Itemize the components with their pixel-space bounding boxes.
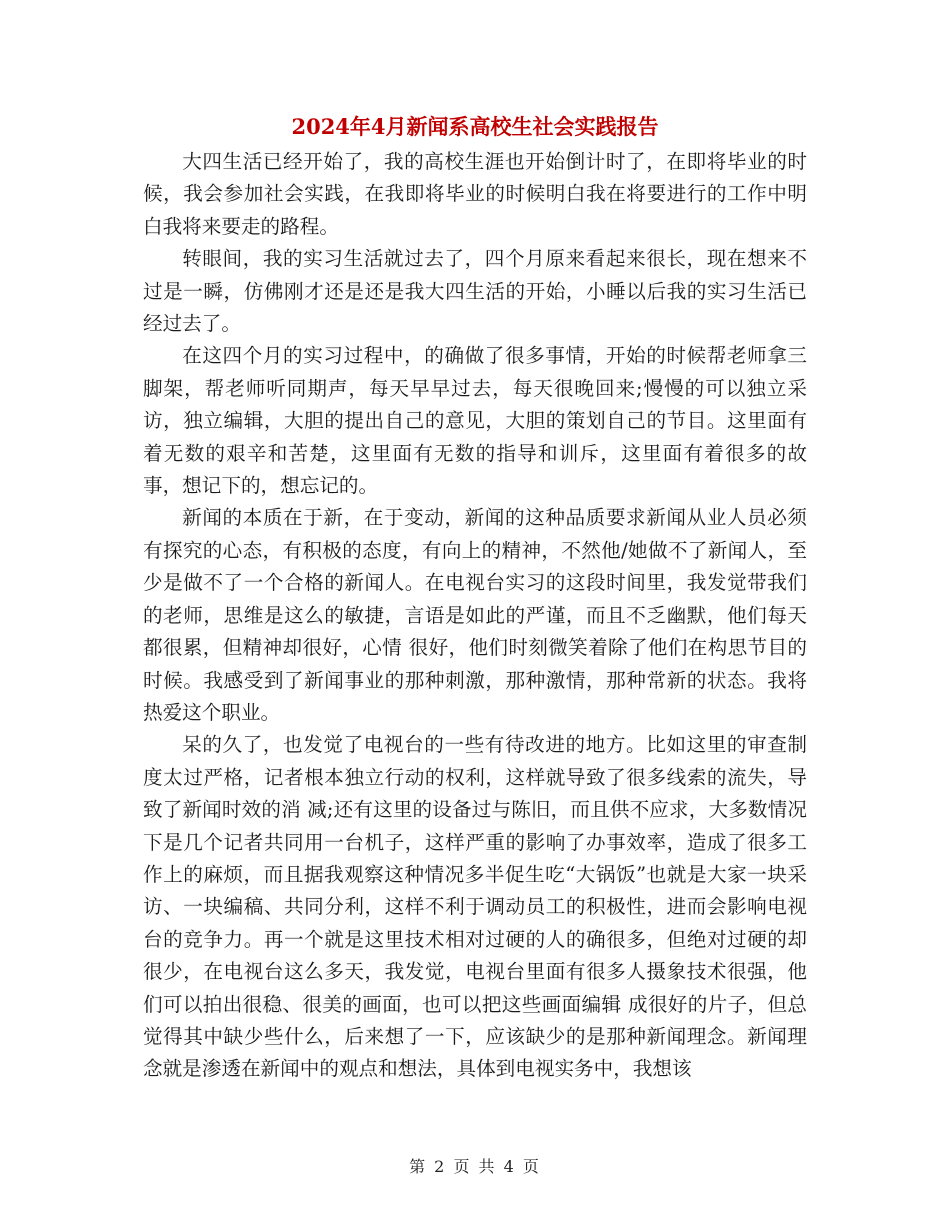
paragraph: 大四生活已经开始了，我的高校生涯也开始倒计时了，在即将毕业的时候，我会参加社会实践，在我即将毕业的时候明白我在将要进行的工作中明白我将来要走的路程。 bbox=[143, 150, 807, 238]
page-footer: 第 2 页 共 4 页 bbox=[409, 1157, 541, 1176]
paragraph: 呆的久了，也发觉了电视台的一些有待改进的地方。比如这里的审查制度太过严格，记者根本独立行动的权利，这样就导致了很多线索的流失，导致了新闻时效的消 减;还有这里的设备过与陈旧，而且供不应求，大多数情况下是几个记者共同用一台机子，这样严重的影响了办事效率，造成了很多工作上的麻烦，而且据我观察这种情况多半促生吃“大锅饭”也就是大家一块采访、一块编稿、共同分利，这样不利于调动员工的积极性，进而会影响电视台的竞争力。再一个就是这里技术相对过硬的人的确很多，但绝对过硬的却很少，在电视台这么多天，我发觉，电视台里面有很多人摄象技术很强，他们可以拍出很稳、很美的画面，也可以把这些画面编辑 成很好的片子，但总觉得其中缺少些什么，后来想了一下，应该缺少的是那种新闻理念。新闻理念就是渗透在新闻中的观点和想法，具体到电视实务中，我想该 bbox=[143, 733, 807, 1081]
document-body bbox=[143, 146, 807, 1086]
paragraph: 在这四个月的实习过程中，的确做了很多事情，开始的时候帮老师拿三脚架，帮老师听同期声，每天早早过去，每天很晚回来;慢慢的可以独立采访，独立编辑，大胆的提出自己的意见，大胆的策划自己的节目。这里面有着无数的艰辛和苦楚，这里面有无数的指导和训斥，这里面有着很多的故事，想记下的，想忘记的。 bbox=[143, 344, 807, 498]
document-title: 2024年4月新闻系高校生社会实践报告 bbox=[291, 114, 659, 139]
paragraph: 转眼间，我的实习生活就过去了，四个月原来看起来很长，现在想来不过是一瞬，仿佛刚才还是还是我大四生活的开始，小睡以后我的实习生活已经过去了。 bbox=[143, 247, 807, 336]
paragraph: 新闻的本质在于新，在于变动，新闻的这种品质要求新闻从业人员必须有探究的心态，有积极的态度，有向上的精神，不然他/她做不了新闻人，至少是做不了一个合格的新闻人。在电视台实习的这段时间里，我发觉带我们的老师，思维是这么的敏捷，言语是如此的严谨，而且不乏幽默，他们每天都很累，但精神却很好，心情 很好，他们时刻微笑着除了他们在构思节目的时候。我感受到了新闻事业的那种刺激，那种激情，那种常新的状态。我将热爱这个职业。 bbox=[143, 506, 807, 724]
